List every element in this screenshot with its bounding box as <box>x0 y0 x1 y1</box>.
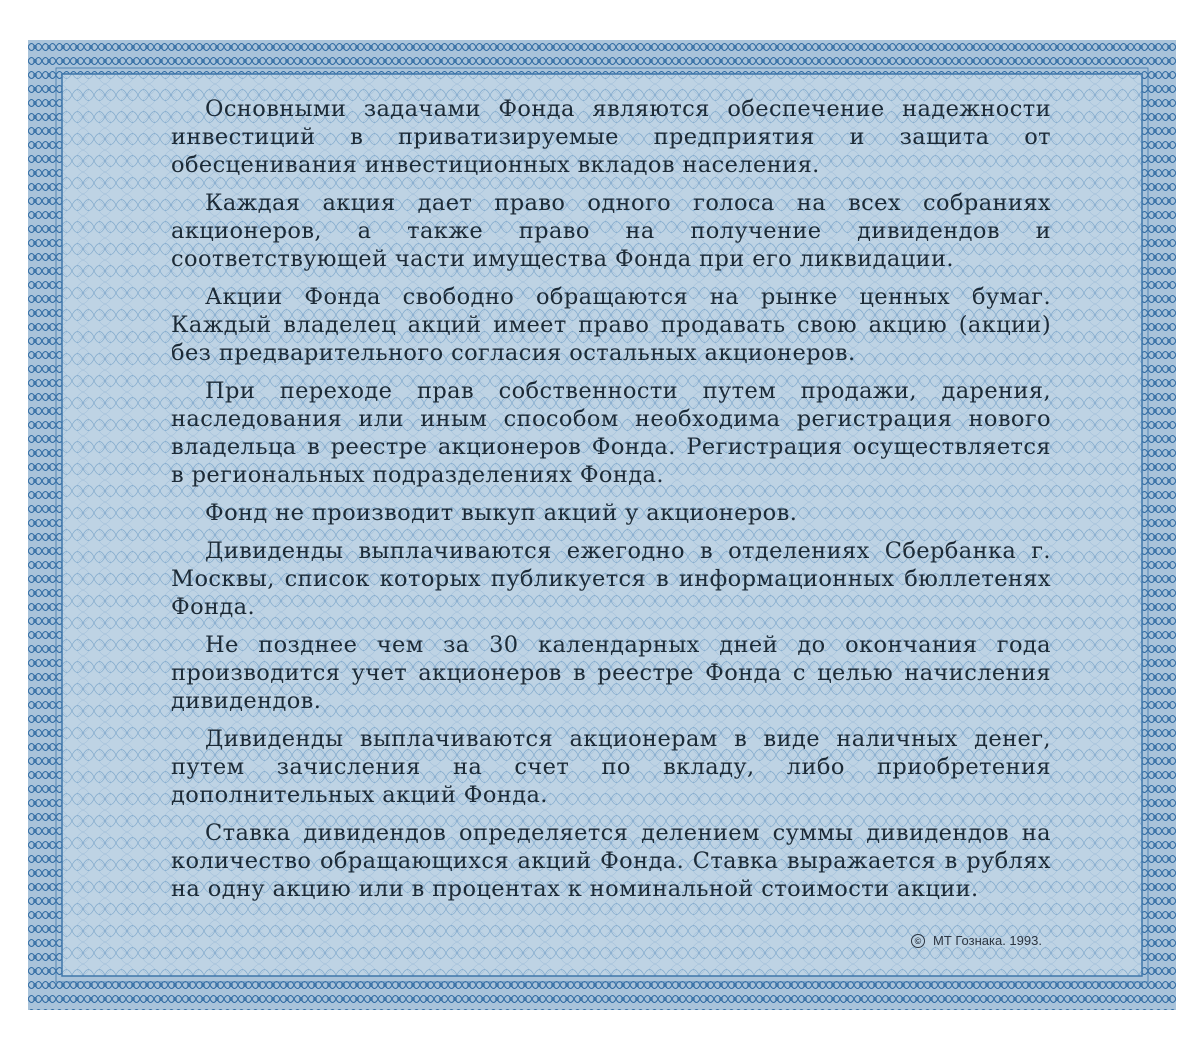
paragraph-fund-goals: Основными задачами Фонда являются обеспечение надежности инвестиций в приватизируемые предприятия и защита от обесценивания инвестиционных вкладов населения. <box>171 96 1051 178</box>
imprint-text: МТ Гознака. 1993. <box>933 933 1042 948</box>
paragraph-dividend-forms: Дивиденды выплачиваются акционерам в виде наличных денег, путем зачисления на счет по вкладу, либо приобретения дополнительных акций Фонда. <box>171 726 1051 808</box>
paragraph-dividend-rate: Ставка дивидендов определяется делением суммы дивидендов на количество обращающихся акций Фонда. Ставка выражается в рублях на одну акцию или в процентах к номинальной стоимости акции. <box>171 820 1051 902</box>
terms-text <box>171 95 1051 913</box>
paragraph-ownership-transfer: При переходе прав собственности путем продажи, дарения, наследования или иным способом необходима регистрация нового владельца в реестре акционеров Фонда. Регистрация осуществляется в региональных подразделениях Фонда. <box>171 378 1051 488</box>
copyright-icon: © <box>911 934 925 948</box>
paragraph-share-rights: Каждая акция дает право одного голоса на всех собраниях акционеров, а также право на получение дивидендов и соответствующей части имущества Фонда при его ликвидации. <box>171 190 1051 272</box>
paragraph-dividend-payment: Дивиденды выплачиваются ежегодно в отделениях Сбербанка г. Москвы, список которых публикуется в информационных бюллетенях Фонда. <box>171 538 1051 620</box>
certificate-back <box>28 40 1176 1010</box>
paragraph-registry-record: Не позднее чем за 30 календарных дней до окончания года производится учет акционеров в реестре Фонда с целью начисления дивидендов. <box>171 632 1051 714</box>
paragraph-free-circulation: Акции Фонда свободно обращаются на рынке ценных бумаг. Каждый владелец акций имеет право продавать свою акцию (акции) без предварительного согласия остальных акционеров. <box>171 284 1051 366</box>
paragraph-no-buyback: Фонд не производит выкуп акций у акционеров. <box>205 500 798 526</box>
printer-imprint <box>911 933 1042 948</box>
